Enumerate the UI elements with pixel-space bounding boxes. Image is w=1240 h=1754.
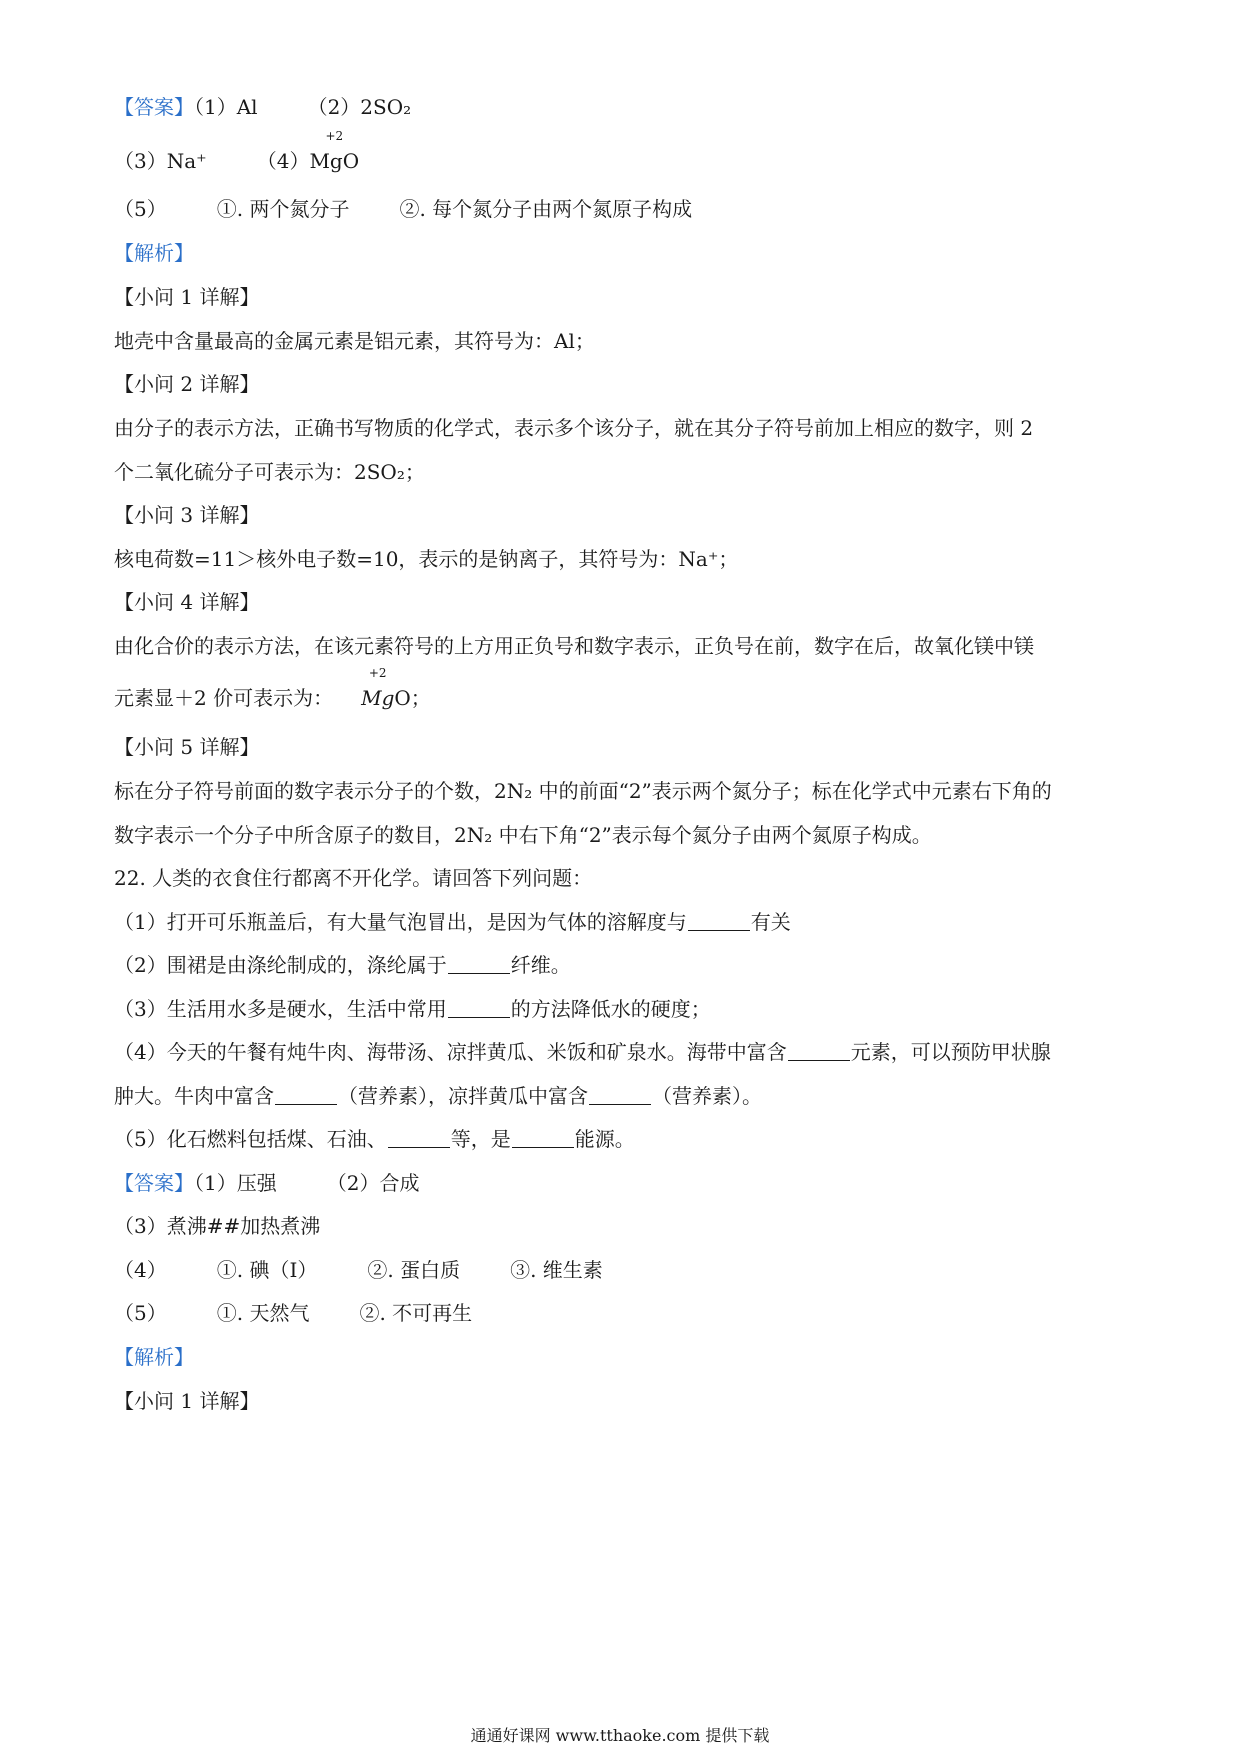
q21-ans4-label: （4） bbox=[256, 149, 310, 173]
q22-part2: （2）围裙是由涤纶制成的，涤纶属于 纤维。 bbox=[114, 953, 571, 977]
q22-part5: （5）化石燃料包括煤、石油、 等，是 能源。 bbox=[114, 1127, 635, 1151]
fill-blank[interactable] bbox=[788, 1059, 850, 1061]
q21-sub4-text-b: 元素显＋2 价可表示为： bbox=[114, 686, 334, 710]
q21-ans3: （3）Na⁺ bbox=[114, 149, 207, 173]
q21-sub2-title: 【小问 2 详解】 bbox=[114, 372, 260, 396]
q21-sub3-text: 核电荷数=11＞核外电子数=10，表示的是钠离子，其符号为：Na⁺； bbox=[114, 547, 739, 571]
q22-answer-line-4: （5） ①. 天然气 ②. 不可再生 bbox=[114, 1301, 473, 1325]
q21-sub1-title: 【小问 1 详解】 bbox=[114, 285, 260, 309]
q21-sub5-title: 【小问 5 详解】 bbox=[114, 735, 260, 759]
fill-blank[interactable] bbox=[448, 972, 510, 974]
q21-ans5-a: ①. 两个氮分子 bbox=[216, 197, 350, 221]
q21-ans5-b: ②. 每个氮分子由两个氮原子构成 bbox=[399, 197, 693, 221]
q22-stem: 22. 人类的衣食住行都离不开化学。请回答下列问题： bbox=[114, 866, 593, 890]
q21-analysis-tag: 【解析】 bbox=[114, 241, 194, 265]
q21-ans5-label: （5） bbox=[114, 197, 167, 221]
fill-blank[interactable] bbox=[512, 1146, 574, 1148]
q22-part4-line1: （4）今天的午餐有炖牛肉、海带汤、凉拌黄瓜、米饭和矿泉水。海带中富含 元素，可以预防甲状腺 bbox=[114, 1040, 1051, 1064]
q21-answer-line-3 bbox=[114, 194, 1130, 224]
q21-sub5-text-a: 标在分子符号前面的数字表示分子的个数，2N₂ 中的前面“2”表示两个氮分子；标在化学式中元素右下角的 bbox=[114, 779, 1052, 803]
q21-ans4-formula: +2 MgO bbox=[309, 129, 360, 173]
q21-answer-line-1 bbox=[114, 92, 1130, 122]
q22-part4-line2: 肿大。牛肉中富含 （营养素），凉拌黄瓜中富含 （营养素）。 bbox=[114, 1084, 762, 1108]
q21-sub3-title: 【小问 3 详解】 bbox=[114, 503, 260, 527]
q22-analysis-tag: 【解析】 bbox=[114, 1345, 194, 1369]
q21-sub5-text-b: 数字表示一个分子中所含原子的数目，2N₂ 中右下角“2”表示每个氮分子由两个氮原子构成。 bbox=[114, 823, 932, 847]
q22-answer-line-3: （4） ①. 碘（I） ②. 蛋白质 ③. 维生素 bbox=[114, 1258, 603, 1282]
q22-sub1-title: 【小问 1 详解】 bbox=[114, 1389, 260, 1413]
footer-source: 通通好课网 www.tthaoke.com 提供下载 bbox=[470, 1726, 770, 1745]
fill-blank[interactable] bbox=[589, 1103, 651, 1105]
fill-blank[interactable] bbox=[275, 1103, 337, 1105]
answer-tag: 【答案】 bbox=[114, 95, 194, 119]
q21-sub4-formula: +2 Mg bbox=[361, 666, 395, 710]
fill-blank[interactable] bbox=[688, 929, 750, 931]
fill-blank[interactable] bbox=[448, 1016, 510, 1018]
q21-sub4-text-b-line: 元素显＋2 价可表示为： +2 MgO； bbox=[114, 683, 1130, 713]
q21-answer-line-2 bbox=[114, 129, 1130, 176]
q22-part3: （3）生活用水多是硬水，生活中常用 的方法降低水的硬度； bbox=[114, 997, 711, 1021]
q21-sub2-text-b: 个二氧化硫分子可表示为：2SO₂； bbox=[114, 460, 425, 484]
q22-part1: （1）打开可乐瓶盖后，有大量气泡冒出，是因为气体的溶解度与 有关 bbox=[114, 910, 791, 934]
fill-blank[interactable] bbox=[388, 1146, 450, 1148]
q21-sub2-text-a: 由分子的表示方法，正确书写物质的化学式，表示多个该分子，就在其分子符号前加上相应的数字，则 2 bbox=[114, 416, 1034, 440]
q22-answer-line-1: 【答案】（1）压强 （2）合成 bbox=[114, 1171, 420, 1195]
q21-ans2: （2）2SO₂ bbox=[307, 95, 412, 119]
q22-answer-line-2: （3）煮沸##加热煮沸 bbox=[114, 1214, 321, 1238]
q21-sub4-text-a: 由化合价的表示方法，在该元素符号的上方用正负号和数字表示，正负号在前，数字在后，故氧化镁中镁 bbox=[114, 634, 1034, 658]
q21-ans1: （1）Al bbox=[194, 95, 258, 119]
q21-sub1-text: 地壳中含量最高的金属元素是铝元素，其符号为：Al； bbox=[114, 329, 595, 353]
answer-tag: 【答案】 bbox=[114, 1171, 194, 1195]
q21-sub4-title: 【小问 4 详解】 bbox=[114, 590, 260, 614]
